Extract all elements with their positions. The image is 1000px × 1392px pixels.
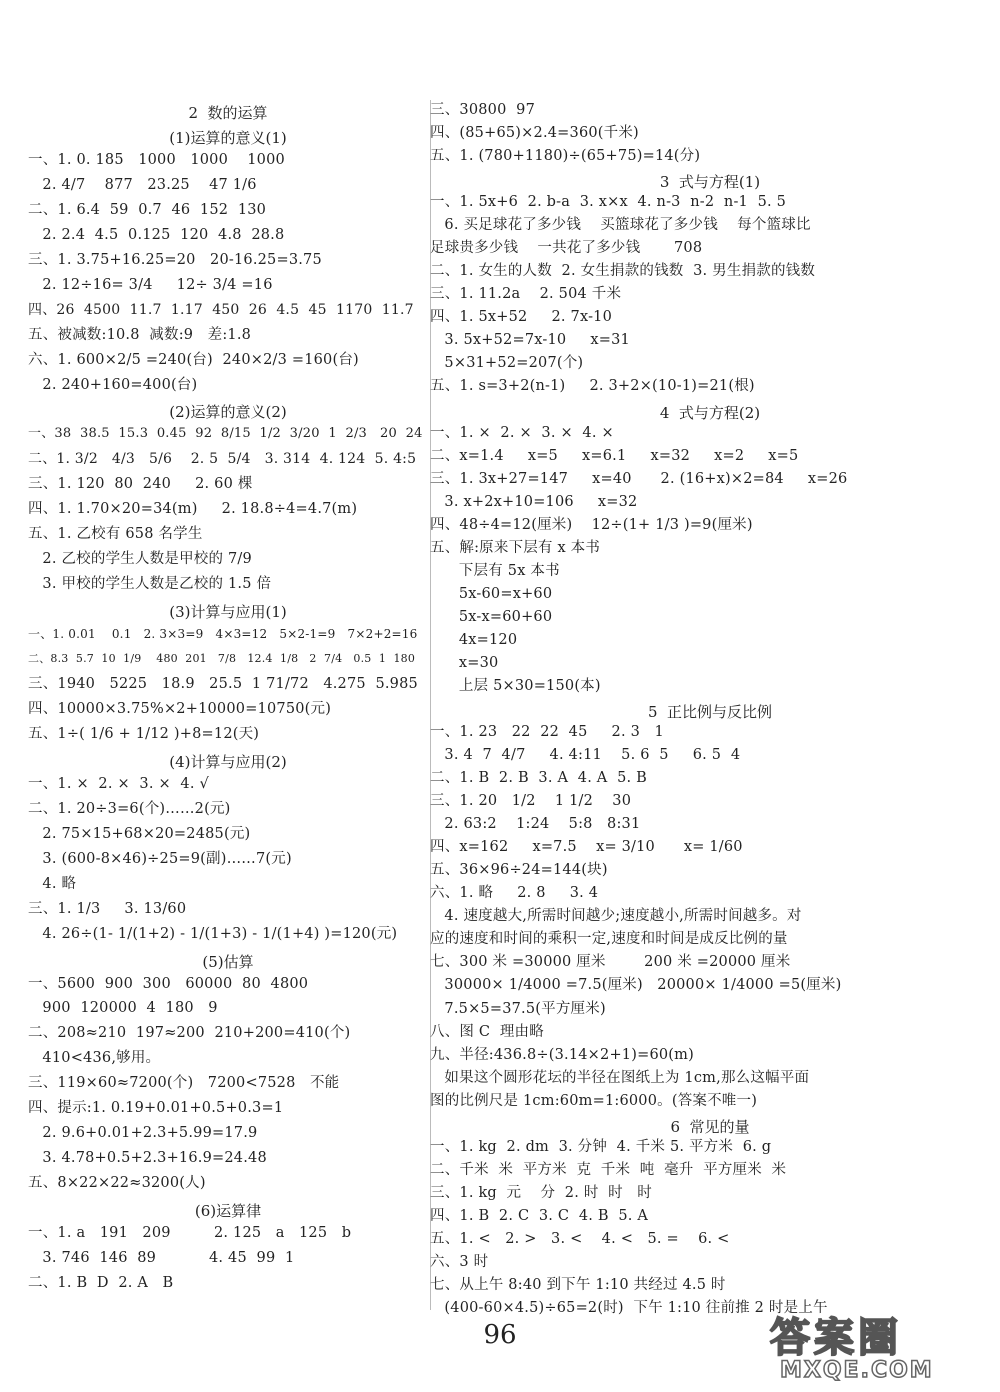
answer-line: 五、1. 乙校有 658 名学生 [28,526,203,543]
answer-line: 六、3 时 [430,1253,489,1270]
answer-line: 一、1. 0.01 0.1 2. 3×3=9 4×3=12 5×2-1=9 7×2+2=16 [28,627,418,642]
section-heading: (2)运算的意义(2) [169,403,287,422]
answer-line: 二、x=1.4 x=5 x=6.1 x=32 x=2 x=5 [430,447,799,464]
answer-line: 八、图 C 理由略 [430,1023,544,1040]
answer-line: 5x-x=60+60 [430,608,553,625]
answer-line: 二、1. 3/2 4/3 5/6 2. 5 5/4 3. 314 4. 124 5. 4:5 [28,451,417,468]
answer-line: 3. 746 146 89 4. 45 99 1 [28,1250,295,1267]
answer-line: 二、1. 6.4 59 0.7 46 152 130 [28,201,267,218]
answer-line: 七、从上午 8:40 到下午 1:10 共经过 4.5 时 [430,1276,726,1293]
answer-line: 四、提示:1. 0.19+0.01+0.5+0.3=1 [28,1100,284,1117]
section-heading: 5 正比例与反比例 [647,703,773,721]
answer-line: 2. 75×15+68×20=2485(元) [28,825,251,842]
answer-line: 应的速度和时间的乘积一定,速度和时间是成反比例的量 [430,931,788,948]
answer-line: 410<436,够用。 [28,1050,161,1067]
answer-line: 3. (600-8×46)÷25=9(副)……7(元) [28,850,292,867]
answer-line: 一、1. 0. 185 1000 1000 1000 [28,151,285,168]
section-heading: (3)计算与应用(1) [169,603,287,622]
answer-line: 3. x+2x+10=106 x=32 [430,493,638,510]
answer-line: 2. 2.4 4.5 0.125 120 4.8 28.8 [28,226,285,243]
answer-line: 一、1. × 2. × 3. × 4. × [430,424,614,441]
answer-line: 五、1. s=3+2(n-1) 2. 3+2×(10-1)=21(根) [430,378,755,395]
answer-line: 二、1. 女生的人数 2. 女生捐款的钱数 3. 男生捐款的钱数 [430,263,816,280]
answer-line: 30000× 1/4000 =7.5(厘米) 20000× 1/4000 =5(厘米) [430,977,842,994]
answer-line: 七、300 米 =30000 厘米 200 米 =20000 厘米 [430,954,791,971]
answer-line: 2. 12÷16= 3/4 12÷ 3/4 =16 [28,276,273,293]
answer-line: 如果这个圆形花坛的半径在图纸上为 1cm,那么这幅平面 [430,1069,810,1086]
answer-line: 三、1. kg 元 分 2. 时 时 时 [430,1184,652,1201]
section-heading: 3 式与方程(1) [659,173,761,192]
watermark-title: 答案圈 [770,1315,902,1361]
answer-line: 7.5×5=37.5(平方厘米) [430,1000,606,1017]
answer-line: 5x-60=x+60 [430,585,553,602]
answer-line: 二、1. B D 2. A B [28,1275,174,1291]
answer-line: 四、1. B 2. C 3. C 4. B 5. A [430,1207,649,1224]
answer-line: 三、119×60≈7200(个) 7200<7528 不能 [28,1075,340,1092]
answer-line: 五、1. (780+1180)÷(65+75)=14(分) [430,148,701,165]
section-heading: 6 常见的量 [670,1117,750,1136]
answer-line: 二、208≈210 197≈200 210+200=410(个) [28,1025,351,1042]
answer-line: 三、1. 120 80 240 2. 60 棵 [28,476,253,493]
answer-line: 下层有 5x 本书 [430,562,560,579]
answer-line: 二、8.3 5.7 10 1/9 480 201 7/8 12.4 1/8 2 7/4 0.5 1 180 [28,652,416,666]
watermark-url: MXQE.COM [780,1358,934,1383]
answer-line: 2. 63:2 1:24 5:8 8:31 [430,816,641,833]
answer-line: 三、1. 3.75+16.25=20 20-16.25=3.75 [28,251,322,268]
answer-line: 900 120000 4 180 9 [28,1000,218,1017]
section-heading: (4)计算与应用(2) [169,752,287,771]
answer-line: 3. 5x+52=7x-10 x=31 [430,332,630,349]
answer-line: 三、1. 20 1/2 1 1/2 30 [430,793,632,810]
watermark-logo [760,1298,990,1388]
answer-line: 四、1. 1.70×20=34(m) 2. 18.8÷4=4.7(m) [28,501,358,518]
answer-line: 二、1. 20÷3=6(个)……2(元) [28,800,231,817]
answer-line: 二、千米 米 平方米 克 千米 吨 毫升 平方厘米 米 [430,1161,787,1178]
answer-line: 4. 略 [28,875,77,892]
answer-line: 四、48÷4=12(厘米) 12÷(1+ 1/3 )=9(厘米) [430,516,753,533]
answer-line: 四、x=162 x=7.5 x= 3/10 x= 1/60 [430,839,743,856]
section-heading: (5)估算 [202,952,254,971]
answer-line: 3. 甲校的学生人数是乙校的 1.5 倍 [28,576,272,593]
answer-line: 三、1. 1/3 3. 13/60 [28,900,187,917]
answer-line: 一、5600 900 300 60000 80 4800 [28,975,309,992]
answer-line: 三、1. 11.2a 2. 504 千米 [430,286,622,303]
section-heading: 2 数的运算 [188,104,268,122]
answer-line: 五、8×22×22≈3200(人) [28,1175,206,1192]
answer-line: 2. 4/7 877 23.25 47 1/6 [28,176,257,193]
section-heading: (1)运算的意义(1) [169,128,287,147]
section-heading: (6)运算律 [194,1202,262,1221]
page-number: 96 [483,1320,517,1350]
answer-line: 4. 速度越大,所需时间越少;速度越小,所需时间越多。对 [430,908,802,925]
answer-line: 2. 乙校的学生人数是甲校的 7/9 [28,551,252,568]
answer-line: x=30 [430,654,499,671]
answer-line: 四、26 4500 11.7 1.17 450 26 4.5 45 1170 11.7 [28,301,414,318]
answer-line: 一、38 38.5 15.3 0.45 92 8/15 1/2 3/20 1 2/3 20 24 [28,426,423,442]
answer-line: 一、1. 23 22 22 45 2. 3 1 [430,724,664,741]
answer-line: 一、1. a 191 209 2. 125 a 125 b [28,1225,352,1242]
answer-line: 五、1÷( 1/6 + 1/12 )+8=12(天) [28,725,260,742]
answer-line: 三、1940 5225 18.9 25.5 1 71/72 4.275 5.985 [28,676,418,693]
answer-line: 4. 26÷(1- 1/(1+2) - 1/(1+3) - 1/(1+4) )=120(元) [28,925,398,942]
answer-line: 上层 5×30=150(本) [430,677,601,694]
answer-line: 4x=120 [430,631,518,648]
answer-line: 2. 9.6+0.01+2.3+5.99=17.9 [28,1125,258,1142]
answer-line: 三、30800 97 [430,102,535,118]
answer-line: 九、半径:436.8÷(3.14×2+1)=60(m) [430,1046,694,1063]
answer-line: 五、被减数:10.8 减数:9 差:1.8 [28,326,252,343]
answer-line: 六、1. 600×2/5 =240(台) 240×2/3 =160(台) [28,351,359,368]
answer-line: 四、(85+65)×2.4=360(千米) [430,125,639,142]
answer-line: 3. 4 7 4/7 4. 4:11 5. 6 5 6. 5 4 [430,747,741,764]
section-heading: 4 式与方程(2) [659,403,761,422]
answer-line: 三、1. 3x+27=147 x=40 2. (16+x)×2=84 x=26 [430,470,848,487]
answer-line: 二、1. B 2. B 3. A 4. A 5. B [430,770,648,787]
answer-line: 一、1. × 2. × 3. × 4. √ [28,775,209,792]
answer-line: 四、1. 5x+52 2. 7x-10 [430,309,613,326]
answer-line: 3. 4.78+0.5+2.3+16.9=24.48 [28,1150,267,1167]
answer-line: 六、1. 略 2. 8 3. 4 [430,885,599,902]
answer-line: 一、1. 5x+6 2. b-a 3. x×x 4. n-3 n-2 n-1 5. 5 [430,194,787,211]
answer-line: 5×31+52=207(个) [430,355,584,372]
answer-line: 五、36×96÷24=144(块) [430,862,608,879]
answer-line: 四、10000×3.75%×2+10000=10750(元) [28,700,332,717]
answer-line: 五、解:原来下层有 x 本书 [430,539,601,556]
answer-line: 2. 240+160=400(台) [28,376,198,393]
answer-line: 6. 买足球花了多少钱 买篮球花了多少钱 每个篮球比 [430,217,811,234]
answer-line: 足球贵多少钱 一共花了多少钱 708 [430,240,703,257]
answer-line: (400-60×4.5)÷65=2(时) 下午 1:10 往前推 2 时是上午 [430,1300,828,1316]
answer-line: 图的比例尺是 1cm:60m=1:6000。(答案不唯一) [430,1092,758,1109]
answer-line: 五、1. < 2. > 3. < 4. < 5. = 6. < [430,1230,730,1247]
answer-line: 一、1. kg 2. dm 3. 分钟 4. 千米 5. 平方米 6. g [430,1138,772,1155]
